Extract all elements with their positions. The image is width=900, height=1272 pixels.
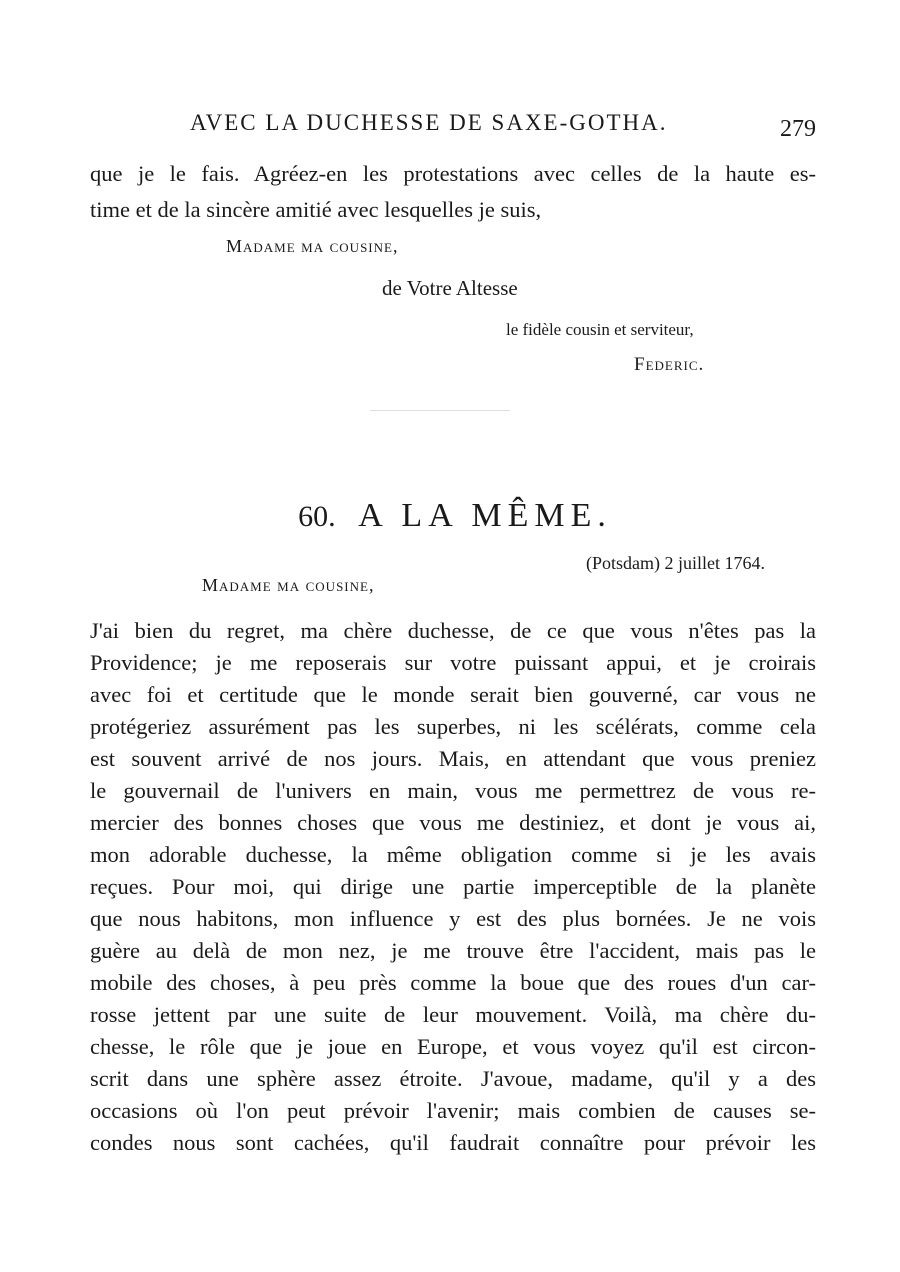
letter-salutation: Madame ma cousine, [202,575,375,595]
body-line: guère au delà de mon nez, je me trouve être l'accident, mais pas le [90,938,816,963]
body-line: mobile des choses, à peu près comme la boue que des roues d'un car- [90,970,816,995]
body-line: J'ai bien du regret, ma chère duchesse, de ce que vous n'êtes pas la [90,618,816,643]
signature: Federic. [634,354,705,375]
body-line: Providence; je me reposerais sur votre puissant appui, et je croirais [90,650,816,675]
letter-heading [0,497,900,535]
body-line: reçues. Pour moi, qui dirige une partie imperceptible de la planète [90,874,816,899]
prev-closing: de Votre Altesse [382,276,518,300]
prev-letter-line: time et de la sincère amitié avec lesquelles je suis, [90,197,542,222]
letter-title: A LA MÊME. [358,497,612,534]
body-line: avec foi et certitude que le monde serait bien gouverné, car vous ne [90,682,816,707]
prev-salutation: Madame ma cousine, [226,236,399,256]
page-number: 279 [780,116,816,142]
running-header: AVEC LA DUCHESSE DE SAXE-GOTHA. [190,110,668,135]
body-line: rosse jettent par une suite de leur mouvement. Voilà, ma chère du- [90,1002,816,1027]
prev-closing: le fidèle cousin et serviteur, [506,320,694,339]
body-line: mercier des bonnes choses que vous me destiniez, et dont je vous ai, [90,810,816,835]
body-line: le gouvernail de l'univers en main, vous me permettrez de vous re- [90,778,816,803]
body-line: scrit dans une sphère assez étroite. J'avoue, madame, qu'il y a des [90,1066,816,1091]
body-line: que nous habitons, mon influence y est des plus bornées. Je ne vois [90,906,816,931]
body-line: condes nous sont cachées, qu'il faudrait connaître pour prévoir les [90,1130,816,1155]
body-line: est souvent arrivé de nos jours. Mais, en attendant que vous preniez [90,746,816,771]
separator-rule [370,410,510,411]
body-line: protégeriez assurément pas les superbes, ni les scélérats, comme cela [90,714,816,739]
body-line: occasions où l'on peut prévoir l'avenir; mais combien de causes se- [90,1098,816,1123]
body-line: chesse, le rôle que je joue en Europe, et vous voyez qu'il est circon- [90,1034,816,1059]
letter-number: 60. [298,500,336,533]
body-line: mon adorable duchesse, la même obligation comme si je les avais [90,842,816,867]
prev-letter-line: que je le fais. Agréez-en les protestations avec celles de la haute es- [90,161,816,186]
letter-dateline: (Potsdam) 2 juillet 1764. [586,553,765,573]
